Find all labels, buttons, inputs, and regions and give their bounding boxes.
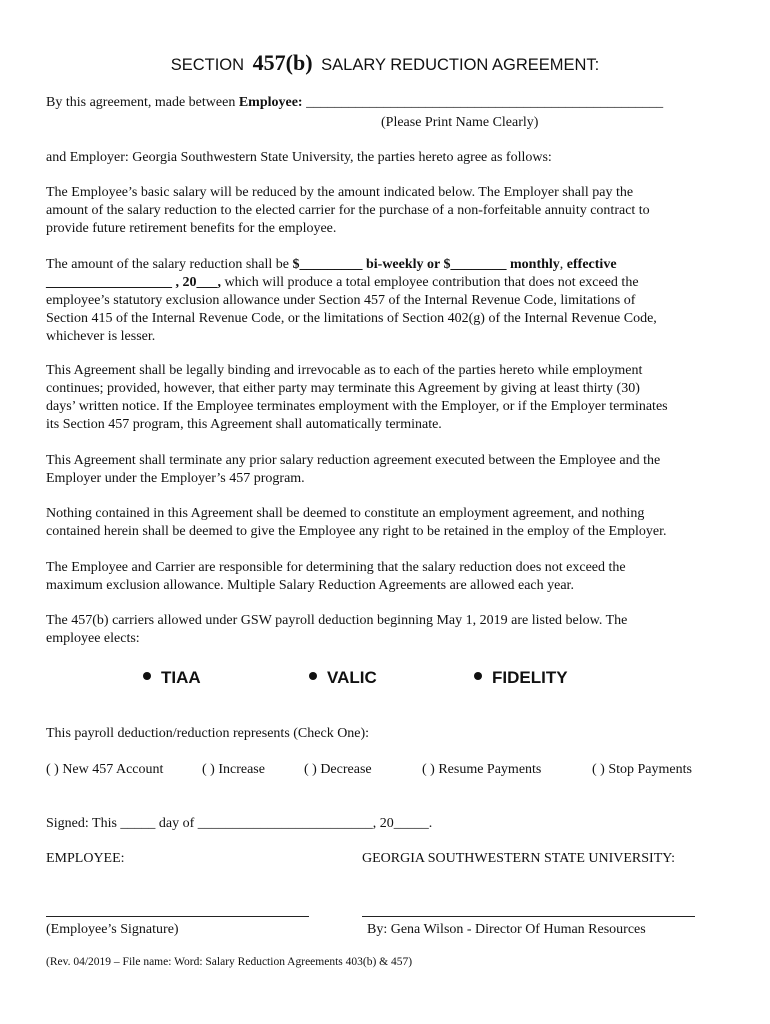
paragraph-line: whichever is lesser. (46, 329, 156, 344)
intro-text: By this agreement, made between (46, 95, 239, 110)
amount-text: which will produce a total employee contribution that does not exceed the (221, 275, 639, 290)
document-title (0, 52, 770, 76)
signed-date-line[interactable]: Signed: This _____ day of _________________________, 20_____. (46, 816, 433, 831)
paragraph-line: contained herein shall be deemed to give the Employee any right to be retained in the employ of the Employer. (46, 524, 667, 539)
paragraph-line: days’ written notice. If the Employee terminates employment with the Employer, or if the Employer terminates (46, 399, 668, 414)
bullet-icon (309, 672, 317, 680)
paragraph-line: The Employee’s basic salary will be reduced by the amount indicated below. The Employer shall pay the (46, 185, 634, 200)
title-number: 457(b) (252, 50, 313, 75)
employee-label: Employee: (238, 95, 303, 110)
option-resume-payments[interactable]: ( ) Resume Payments (422, 762, 542, 777)
paragraph-line: maximum exclusion allowance. Multiple Salary Reduction Agreements are allowed each year. (46, 578, 574, 593)
employer-line: and Employer: Georgia Southwestern State University, the parties hereto agree as follows: (46, 150, 552, 165)
bullet-icon (143, 672, 151, 680)
paragraph-line: provide future retirement benefits for the employee. (46, 221, 337, 236)
amount-comma: , (559, 257, 567, 272)
option-increase[interactable]: ( ) Increase (202, 762, 265, 777)
employee-name-field[interactable]: ___________________________________________________ (302, 95, 664, 110)
paragraph-line: employee elects: (46, 631, 140, 646)
carrier-paragraph (46, 559, 726, 595)
paragraph-line (46, 274, 726, 292)
paragraph-line: The 457(b) carriers allowed under GSW payroll deduction beginning May 1, 2019 are listed below. The (46, 613, 628, 628)
paragraph-line: This Agreement shall be legally binding and irrevocable as to each of the parties hereto while employment (46, 363, 643, 378)
employee-signature-line[interactable] (46, 916, 309, 917)
paragraph-line (46, 256, 726, 274)
carrier-label: FIDELITY (492, 668, 568, 687)
binding-paragraph (46, 362, 726, 434)
print-name-note: (Please Print Name Clearly) (381, 115, 539, 130)
nothing-paragraph (46, 505, 726, 541)
university-heading: GEORGIA SOUTHWESTERN STATE UNIVERSITY: (362, 851, 675, 866)
paragraph-line: Nothing contained in this Agreement shall be deemed to constitute an employment agreement, and nothing (46, 506, 645, 521)
option-new-account[interactable]: ( ) New 457 Account (46, 762, 164, 777)
carriers-allowed-paragraph (46, 612, 726, 648)
carrier-option-valic[interactable] (309, 667, 377, 689)
terminate-paragraph (46, 452, 726, 488)
bullet-icon (474, 672, 482, 680)
paragraph-line: amount of the salary reduction to the elected carrier for the purchase of a non-forfeitable annuity contract to (46, 203, 650, 218)
option-stop-payments[interactable]: ( ) Stop Payments (592, 762, 692, 777)
paragraph-line: This Agreement shall terminate any prior salary reduction agreement executed between the Employee and the (46, 453, 661, 468)
title-prefix: SECTION (170, 56, 245, 74)
carrier-option-tiaa[interactable] (143, 667, 201, 689)
paragraph-line: The Employee and Carrier are responsible for determining that the salary reduction does not exceed the (46, 560, 626, 575)
paragraph-line: continues; provided, however, that either party may terminate this Agreement by giving at least thirty (30) (46, 381, 640, 396)
carrier-option-fidelity[interactable] (474, 667, 568, 689)
director-label: By: Gena Wilson - Director Of Human Resources (367, 922, 646, 937)
title-suffix: SALARY REDUCTION AGREEMENT: (321, 56, 600, 74)
paragraph-line: Employer under the Employer’s 457 program. (46, 471, 305, 486)
option-decrease[interactable]: ( ) Decrease (304, 762, 372, 777)
amount-text: The amount of the salary reduction shall be (46, 257, 293, 272)
employee-signature-label: (Employee’s Signature) (46, 922, 179, 937)
paragraph-line: employee’s statutory exclusion allowance under Section 457 of the Internal Revenue Code, limitations of (46, 293, 636, 308)
carrier-label: TIAA (161, 668, 201, 687)
carrier-label: VALIC (327, 668, 377, 687)
effective-date-field[interactable]: __________________ , 20___, (46, 275, 221, 290)
intro-line (46, 94, 663, 112)
revision-footnote: (Rev. 04/2019 – File name: Word: Salary Reduction Agreements 403(b) & 457) (46, 956, 413, 968)
employee-heading: EMPLOYEE: (46, 851, 125, 866)
paragraph-line: Section 415 of the Internal Revenue Code, or the limitations of Section 402(g) of the Internal Revenue Code, (46, 311, 657, 326)
check-one-label: This payroll deduction/reduction represents (Check One): (46, 726, 370, 741)
amount-paragraph (46, 256, 726, 346)
director-signature-line[interactable] (362, 916, 695, 917)
salary-paragraph (46, 184, 726, 238)
paragraph-line: its Section 457 program, this Agreement shall automatically terminate. (46, 417, 442, 432)
effective-label: effective (566, 257, 617, 272)
amount-fields[interactable]: $_________ bi-weekly or $________ monthly (292, 257, 560, 272)
